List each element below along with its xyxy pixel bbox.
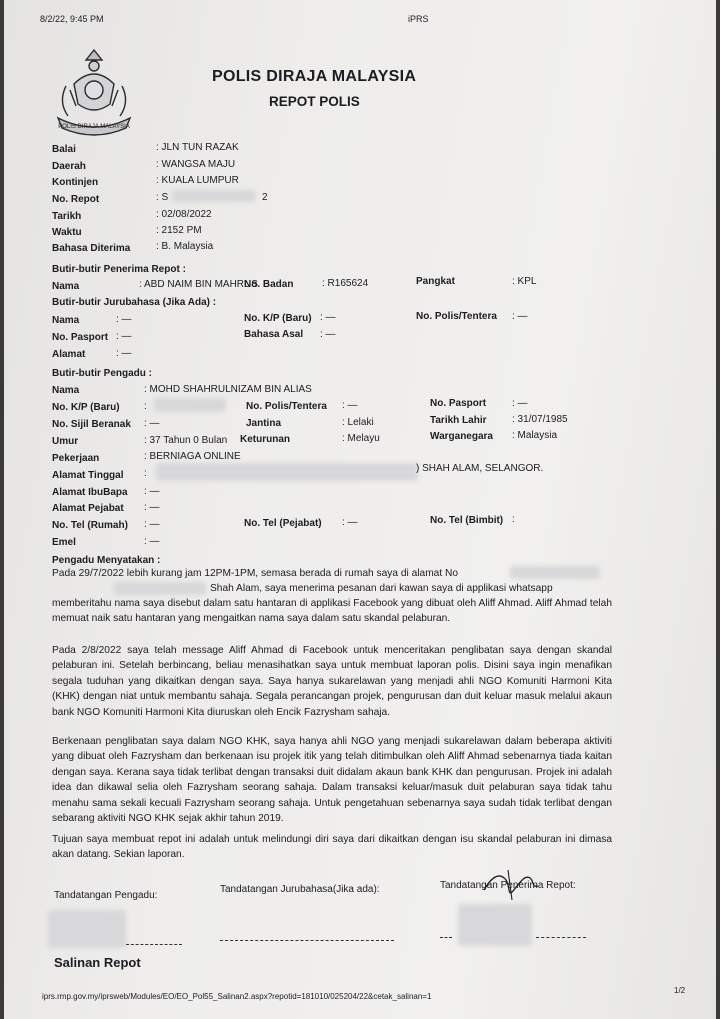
complainant-telpejabat-value: : — <box>342 517 358 528</box>
complainant-telrumah-value: : — <box>144 519 160 530</box>
receiver-nama-label: Nama <box>52 281 80 292</box>
complainant-kp-value: : <box>144 401 147 412</box>
complainant-ibubapa-label: Alamat IbuBapa <box>52 487 128 498</box>
statement-p1-line1: Pada 29/7/2022 lebih kurang jam 12PM-1PM, semasa berada di rumah saya di alamat No <box>52 568 459 579</box>
receiver-nama-value: : ABD NAIM BIN MAHRUS <box>139 279 258 290</box>
page-title: POLIS DIRAJA MALAYSIA <box>212 68 417 85</box>
footer-url: iprs.rmp.gov.my/iprsweb/Modules/EO/EO_Pol55_Salinan2.aspx?repotid=181010/025204/22&cetak_salinan=1 <box>42 992 432 1001</box>
interpreter-pasport-value: : — <box>116 331 132 342</box>
page-subtitle: REPOT POLIS <box>269 94 360 109</box>
complainant-pejabat-label: Alamat Pejabat <box>52 503 124 514</box>
signature-jurubahasa-label: Tandatangan Jurubahasa(Jika ada): <box>220 884 380 895</box>
svg-text:POLIS DIRAJA MALAYSIA: POLIS DIRAJA MALAYSIA <box>58 124 130 130</box>
redacted-home-address <box>156 463 418 481</box>
value-no-repot-suffix: 2 <box>262 192 268 203</box>
complainant-telpejabat-label: No. Tel (Pejabat) <box>244 518 322 529</box>
complainant-umur-label: Umur <box>52 436 79 447</box>
complainant-kp-label: No. K/P (Baru) <box>52 402 120 413</box>
statement-paragraph-1: memberitahu nama saya disebut dalam satu hantaran di applikasi Facebook yang dibuat oleh Aliff Ahmad. Aliff Ahmad telah memuat naik satu hantaran yang mengaitkan nama saya dalam satu skandal pelaburan. <box>52 598 612 625</box>
complainant-emel-value: : — <box>144 536 160 547</box>
complainant-tinggal-suffix: ) SHAH ALAM, SELANGOR. <box>416 463 544 474</box>
complainant-kerja-value: : BERNIAGA ONLINE <box>144 451 241 462</box>
label-balai: Balai <box>52 144 76 155</box>
complainant-umur-value: : 37 Tahun 0 Bulan <box>144 435 228 446</box>
complainant-lahir-value: : 31/07/1985 <box>512 414 568 425</box>
complainant-telrumah-label: No. Tel (Rumah) <box>52 520 128 531</box>
complainant-nama-label: Nama <box>52 385 80 396</box>
redacted-ic-number <box>154 398 226 412</box>
complainant-telbimbit-value: : <box>512 514 515 525</box>
print-datetime: 8/2/22, 9:45 PM <box>40 14 104 24</box>
interpreter-kp-label: No. K/P (Baru) <box>244 313 312 324</box>
label-tarikh: Tarikh <box>52 211 82 222</box>
value-kontinjen: : KUALA LUMPUR <box>156 175 239 186</box>
print-site: iPRS <box>408 14 429 24</box>
handwritten-signature-mark <box>478 868 548 902</box>
complainant-heading: Butir-butir Pengadu : <box>52 368 152 379</box>
complainant-kerja-label: Pekerjaan <box>52 453 100 464</box>
receiver-badan-label: No. Badan <box>244 279 294 290</box>
statement-p1-line2: Shah Alam, saya menerima pesanan dari kawan saya di applikasi whatsapp <box>210 583 553 594</box>
complainant-polis-value: : — <box>342 400 358 411</box>
interpreter-heading: Butir-butir Jurubahasa (Jika Ada) : <box>52 297 217 308</box>
signature-line-pengadu <box>126 944 182 945</box>
complainant-keturunan-value: : Melayu <box>342 433 380 444</box>
statement-paragraph-4: Tujuan saya membuat repot ini adalah untuk melindungi diri saya dari dikaitkan dengan isu skandal pelaburan ini dimasa akan datang. Sekian laporan. <box>52 834 612 861</box>
interpreter-alamat-label: Alamat <box>52 349 86 360</box>
interpreter-alamat-value: : — <box>116 348 132 359</box>
complainant-tinggal-value: : <box>144 468 147 479</box>
value-tarikh: : 02/08/2022 <box>156 209 212 220</box>
signature-pengadu-label: Tandatangan Pengadu: <box>54 890 158 901</box>
complainant-lahir-label: Tarikh Lahir <box>430 415 487 426</box>
label-waktu: Waktu <box>52 227 82 238</box>
complainant-warga-value: : Malaysia <box>512 430 558 441</box>
value-no-repot: : S <box>156 192 169 203</box>
signature-penerima-label: Tandatangan Penerima Repot: <box>440 880 576 891</box>
complainant-emel-label: Emel <box>52 537 76 548</box>
value-daerah: : WANGSA MAJU <box>156 159 236 170</box>
label-daerah: Daerah <box>52 161 86 172</box>
statement-paragraph-2: Pada 2/8/2022 saya telah message Aliff Ahmad di Facebook untuk menceritakan penglibatan saya dengan skandal pelaburan ini. Setelah berbincang, beliau menasihatkan saya untuk membuat laporan polis. Disini saya ingin menafikan segala tuduhan yang dikaitkan dengan saya. Saya hanya sukarelawan yang menjadi ahli NGO Komuniti Harmoni Kita (KHK) dengan niat untuk membantu sahaja. Segala perancangan projek, pengurusan dan duit keluar masuk melalui akaun bank NGO Komuniti Harmoni Kita diuruskan oleh Encik Fazrysham sahaja. <box>52 645 612 718</box>
statement-heading: Pengadu Menyatakan : <box>52 555 161 566</box>
receiver-pangkat-label: Pangkat <box>416 276 455 287</box>
signature-line-penerima-right <box>536 937 586 938</box>
interpreter-bahasa-value: : — <box>320 329 336 340</box>
pdrm-crest-logo <box>44 46 144 138</box>
receiver-badan-value: : R165624 <box>322 278 369 289</box>
report-page <box>4 0 716 1019</box>
complainant-pasport-label: No. Pasport <box>430 398 487 409</box>
complainant-warga-label: Warganegara <box>430 431 493 442</box>
complainant-nama-value: : MOHD SHAHRULNIZAM BIN ALIAS <box>144 384 312 395</box>
redacted-address-line2 <box>114 582 206 595</box>
copy-label: Salinan Repot <box>54 955 141 970</box>
interpreter-nama-value: : — <box>116 314 132 325</box>
interpreter-nama-label: Nama <box>52 315 80 326</box>
receiver-heading: Butir-butir Penerima Repot : <box>52 264 186 275</box>
complainant-pasport-value: : — <box>512 398 528 409</box>
interpreter-bahasa-label: Bahasa Asal <box>244 329 304 340</box>
value-balai: : JLN TUN RAZAK <box>156 142 239 153</box>
complainant-jantina-label: Jantina <box>246 418 282 429</box>
complainant-pejabat-value: : — <box>144 502 160 513</box>
interpreter-pasport-label: No. Pasport <box>52 332 109 343</box>
label-bahasa-diterima: Bahasa Diterima <box>52 243 131 254</box>
interpreter-polis-value: : — <box>512 311 528 322</box>
value-bahasa-diterima: : B. Malaysia <box>156 241 214 252</box>
redacted-report-no <box>172 190 256 202</box>
redacted-address-line1 <box>510 566 600 579</box>
interpreter-polis-label: No. Polis/Tentera <box>416 311 497 322</box>
complainant-telbimbit-label: No. Tel (Bimbit) <box>430 515 504 526</box>
complainant-tinggal-label: Alamat Tinggal <box>52 470 124 481</box>
complainant-sijil-value: : — <box>144 418 160 429</box>
receiver-pangkat-value: : KPL <box>512 276 537 287</box>
complainant-jantina-value: : Lelaki <box>342 417 374 428</box>
statement-paragraph-3: Berkenaan penglibatan saya dalam NGO KHK, saya hanya ahli NGO yang menjadi sukarelawan dalam beberapa aktiviti yang dibuat oleh Fazrysham dan berkenaan isu projek itik yang telah ditimbulkan oleh Aliff Ahmad sebenarnya tiada kaitan dengan saya. Kerana saya tidak terlibat dengan transaksi duit didalam akaun bank KHK dan pengurusan. Projek ini adalah idea dan dikawal selia oleh Fazrysham seorang sahaja. Dalam transaksi keluar/masuk duit pelaburan saya tidak tahu menahu sama sekali kecuali Fazrysham seorang sahaja. Untuk pengetahuan sebenarnya saya sudah tidak terlibat dengan sebarang aktiviti NGO KHK sejak akhir tahun 2019. <box>52 736 612 825</box>
complainant-ibubapa-value: : — <box>144 486 160 497</box>
redacted-receiver-signature <box>458 904 532 946</box>
value-waktu: : 2152 PM <box>156 225 202 236</box>
signature-line-penerima-left <box>440 937 452 938</box>
interpreter-kp-value: : — <box>320 312 336 323</box>
label-no-repot: No. Repot <box>52 194 100 205</box>
redacted-complainant-signature <box>48 910 126 948</box>
page-number: 1/2 <box>674 986 686 995</box>
complainant-keturunan-label: Keturunan <box>240 434 290 445</box>
complainant-sijil-label: No. Sijil Beranak <box>52 419 131 430</box>
complainant-polis-label: No. Polis/Tentera <box>246 401 327 412</box>
label-kontinjen: Kontinjen <box>52 177 99 188</box>
signature-line-jurubahasa <box>220 940 394 941</box>
